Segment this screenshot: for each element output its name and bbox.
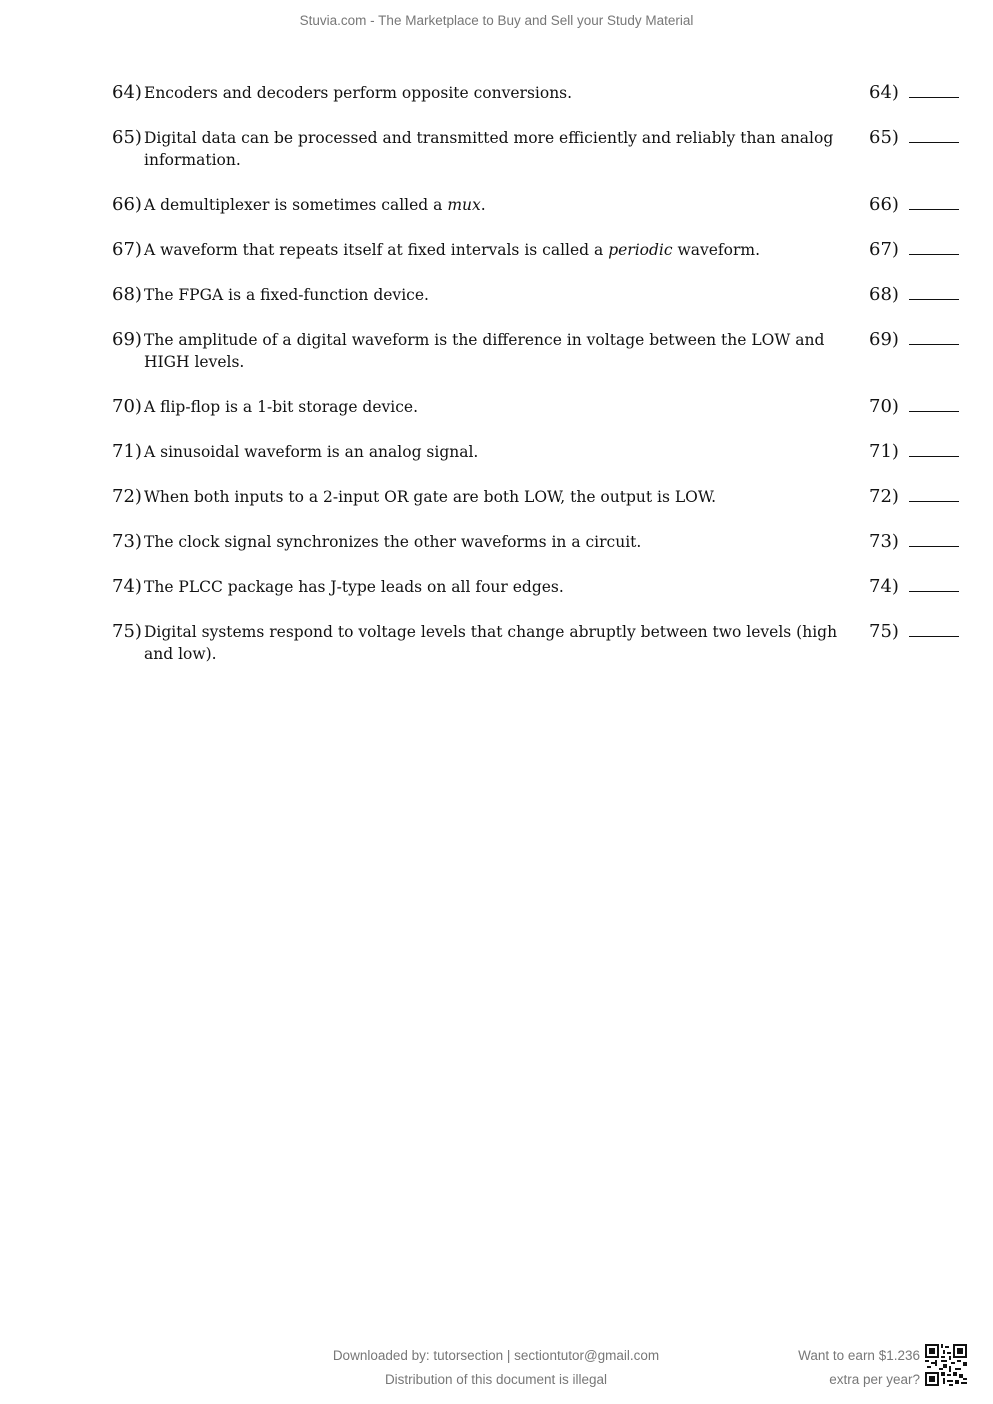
question-number: 64) — [112, 82, 142, 103]
answer-slot — [869, 621, 959, 643]
question-text — [144, 194, 839, 216]
question-text-segment: . — [480, 196, 486, 214]
answer-slot — [869, 486, 959, 508]
answer-blank[interactable] — [909, 500, 959, 502]
question-item — [112, 284, 962, 306]
earn-promo[interactable] — [780, 1344, 920, 1392]
answer-blank[interactable] — [909, 410, 959, 412]
downloaded-by-text: Downloaded by: tutorsection | sectiontutor@gmail.com — [332, 1348, 660, 1363]
question-text-segment: A sinusoidal waveform is an analog signal. — [144, 443, 479, 461]
question-item — [112, 82, 962, 104]
answer-number: 72) — [869, 486, 899, 507]
answer-number: 68) — [869, 284, 899, 305]
question-number: 73) — [112, 531, 142, 552]
answer-blank[interactable] — [909, 141, 959, 143]
question-text-segment: Digital systems respond to voltage levels that change abruptly between two levels (high and low). — [144, 623, 838, 663]
question-text — [144, 531, 839, 553]
question-text — [144, 441, 839, 463]
question-item — [112, 127, 962, 171]
answer-slot — [869, 239, 959, 261]
question-text — [144, 486, 839, 508]
answer-blank[interactable] — [909, 96, 959, 98]
question-text-segment: The amplitude of a digital waveform is the difference in voltage between the LOW and HIGH levels. — [144, 331, 825, 371]
distribution-notice: Distribution of this document is illegal — [384, 1372, 608, 1387]
question-item — [112, 194, 962, 216]
question-text-segment: The clock signal synchronizes the other waveforms in a circuit. — [144, 533, 642, 551]
answer-blank[interactable] — [909, 635, 959, 637]
question-text — [144, 239, 839, 261]
question-number: 66) — [112, 194, 142, 215]
question-text — [144, 576, 839, 598]
answer-number: 67) — [869, 239, 899, 260]
footer-download-info — [320, 1344, 672, 1392]
question-number: 75) — [112, 621, 142, 642]
question-text-segment: Encoders and decoders perform opposite conversions. — [144, 84, 573, 102]
question-number: 65) — [112, 127, 142, 148]
answer-blank[interactable] — [909, 298, 959, 300]
answer-number: 74) — [869, 576, 899, 597]
answer-blank[interactable] — [909, 455, 959, 457]
answer-number: 71) — [869, 441, 899, 462]
question-number: 68) — [112, 284, 142, 305]
question-text — [144, 329, 839, 373]
question-text-segment: When both inputs to a 2-input OR gate are both LOW, the output is LOW. — [144, 488, 717, 506]
question-text-segment: Digital data can be processed and transmitted more efficiently and reliably than analog information. — [144, 129, 834, 169]
answer-blank[interactable] — [909, 590, 959, 592]
qr-code-icon[interactable] — [925, 1344, 967, 1386]
question-item — [112, 441, 962, 463]
answer-blank[interactable] — [909, 253, 959, 255]
answer-slot — [869, 329, 959, 351]
earn-line-2: extra per year? — [829, 1372, 920, 1387]
question-emphasis: mux — [447, 196, 481, 214]
question-emphasis: periodic — [608, 241, 673, 259]
answer-blank[interactable] — [909, 343, 959, 345]
question-number: 69) — [112, 329, 142, 350]
question-item — [112, 486, 962, 508]
question-number: 71) — [112, 441, 142, 462]
question-text-segment: A waveform that repeats itself at fixed intervals is called a — [144, 241, 609, 259]
question-number: 70) — [112, 396, 142, 417]
question-item — [112, 239, 962, 261]
answer-number: 69) — [869, 329, 899, 350]
question-item — [112, 329, 962, 373]
question-text — [144, 284, 839, 306]
answer-slot — [869, 576, 959, 598]
question-number: 74) — [112, 576, 142, 597]
question-list — [112, 82, 962, 688]
earn-line-1: Want to earn $1.236 — [798, 1348, 920, 1363]
question-item — [112, 396, 962, 418]
question-text-segment: A flip-flop is a 1-bit storage device. — [144, 398, 419, 416]
answer-slot — [869, 441, 959, 463]
answer-slot — [869, 82, 959, 104]
page-header: Stuvia.com - The Marketplace to Buy and Sell your Study Material — [299, 13, 694, 28]
question-number: 72) — [112, 486, 142, 507]
answer-number: 70) — [869, 396, 899, 417]
answer-slot — [869, 194, 959, 216]
answer-slot — [869, 127, 959, 149]
answer-slot — [869, 284, 959, 306]
answer-blank[interactable] — [909, 545, 959, 547]
question-item — [112, 576, 962, 598]
answer-number: 65) — [869, 127, 899, 148]
question-text-segment: The PLCC package has J-type leads on all four edges. — [144, 578, 564, 596]
question-item — [112, 531, 962, 553]
answer-number: 75) — [869, 621, 899, 642]
answer-number: 73) — [869, 531, 899, 552]
question-text-segment: A demultiplexer is sometimes called a — [144, 196, 448, 214]
question-text-segment: waveform. — [672, 241, 761, 259]
answer-number: 66) — [869, 194, 899, 215]
answer-slot — [869, 396, 959, 418]
answer-blank[interactable] — [909, 208, 959, 210]
question-item — [112, 621, 962, 665]
question-text — [144, 396, 839, 418]
answer-slot — [869, 531, 959, 553]
question-text — [144, 127, 839, 171]
question-text — [144, 82, 839, 104]
answer-number: 64) — [869, 82, 899, 103]
question-text-segment: The FPGA is a fixed-function device. — [144, 286, 429, 304]
question-number: 67) — [112, 239, 142, 260]
question-text — [144, 621, 839, 665]
